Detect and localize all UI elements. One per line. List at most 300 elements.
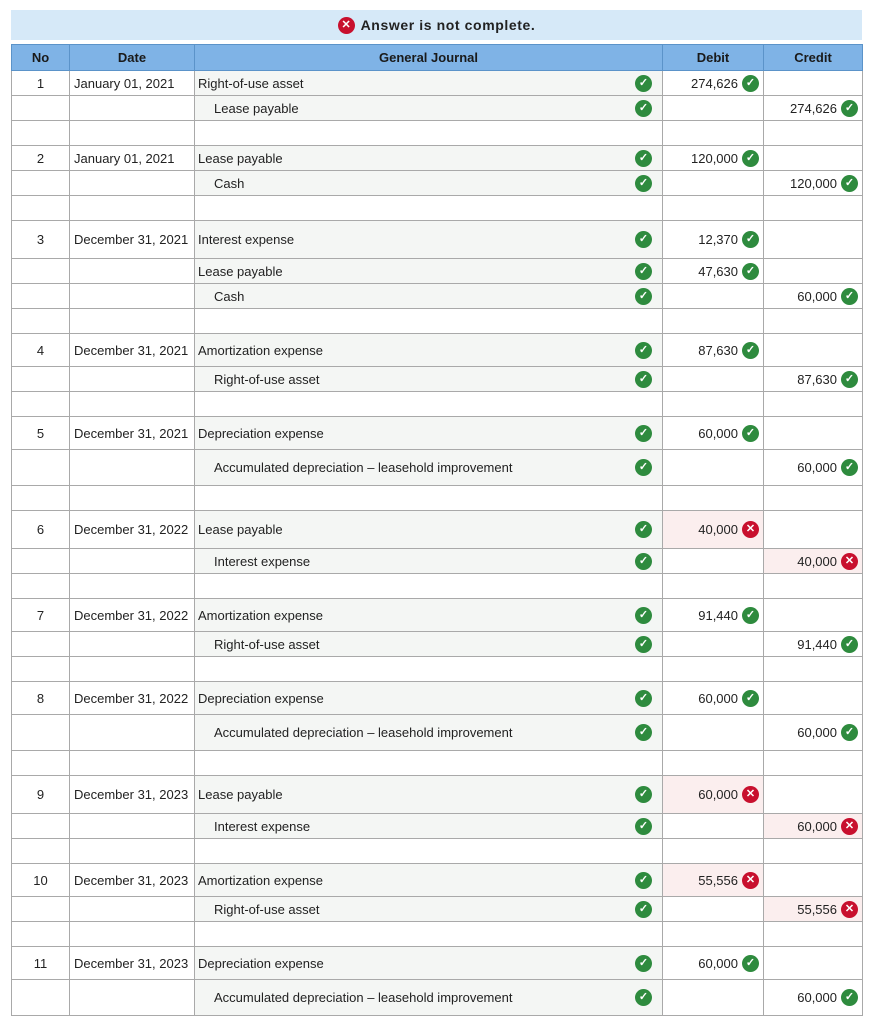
entry-number-cell: 6 bbox=[12, 511, 70, 549]
entry-number-cell bbox=[12, 284, 70, 309]
entry-number-cell: 8 bbox=[12, 682, 70, 715]
account-name: Depreciation expense bbox=[198, 690, 324, 706]
empty-cell[interactable] bbox=[663, 121, 764, 146]
empty-cell[interactable] bbox=[663, 751, 764, 776]
credit-amount-cell[interactable] bbox=[764, 367, 863, 392]
check-circle-icon: ✓ bbox=[841, 724, 858, 741]
blank-row bbox=[12, 121, 863, 146]
entry-number-cell bbox=[12, 814, 70, 839]
table-row bbox=[12, 682, 863, 715]
x-circle-icon: ✕ bbox=[742, 872, 759, 889]
table-row bbox=[12, 814, 863, 839]
table-row bbox=[12, 367, 863, 392]
debit-amount-cell[interactable] bbox=[663, 511, 764, 549]
check-circle-icon: ✓ bbox=[841, 636, 858, 653]
date-cell[interactable]: December 31, 2022 bbox=[70, 682, 195, 715]
check-circle-icon: ✓ bbox=[635, 425, 652, 442]
credit-amount: 60,000 bbox=[797, 288, 837, 304]
date-cell[interactable] bbox=[70, 814, 195, 839]
credit-amount-cell[interactable] bbox=[764, 146, 863, 171]
answer-status-banner bbox=[11, 10, 862, 40]
credit-amount: 87,630 bbox=[797, 371, 837, 387]
credit-amount-cell[interactable] bbox=[764, 947, 863, 980]
account-name: Lease payable bbox=[198, 522, 283, 537]
empty-cell[interactable] bbox=[195, 839, 663, 864]
x-circle-icon: ✕ bbox=[338, 17, 355, 34]
empty-cell[interactable] bbox=[764, 309, 863, 334]
credit-amount: 120,000 bbox=[790, 175, 837, 191]
account-name: Depreciation expense bbox=[198, 425, 324, 441]
table-row bbox=[12, 897, 863, 922]
debit-amount-cell[interactable] bbox=[663, 980, 764, 1016]
empty-cell[interactable] bbox=[70, 839, 195, 864]
debit-amount: 55,556 bbox=[698, 872, 738, 888]
credit-amount-cell[interactable] bbox=[764, 259, 863, 284]
debit-amount: 120,000 bbox=[691, 150, 738, 166]
empty-cell[interactable] bbox=[70, 486, 195, 511]
debit-amount-cell[interactable] bbox=[663, 947, 764, 980]
debit-amount-cell[interactable] bbox=[663, 599, 764, 632]
x-circle-icon: ✕ bbox=[742, 521, 759, 538]
account-cell[interactable] bbox=[195, 417, 663, 450]
date-cell[interactable]: January 01, 2021 bbox=[70, 146, 195, 171]
blank-row bbox=[12, 751, 863, 776]
credit-amount-cell[interactable] bbox=[764, 864, 863, 897]
account-cell[interactable] bbox=[195, 682, 663, 715]
account-name: Lease payable bbox=[214, 100, 299, 116]
empty-cell[interactable] bbox=[764, 922, 863, 947]
check-circle-icon: ✓ bbox=[635, 150, 652, 167]
table-row bbox=[12, 146, 863, 171]
debit-amount-cell[interactable] bbox=[663, 549, 764, 574]
account-cell[interactable] bbox=[195, 146, 663, 171]
blank-row bbox=[12, 839, 863, 864]
date-cell[interactable]: December 31, 2022 bbox=[70, 511, 195, 549]
check-circle-icon: ✓ bbox=[742, 690, 759, 707]
entry-number-cell bbox=[12, 632, 70, 657]
account-name: Right-of-use asset bbox=[214, 901, 320, 917]
table-row bbox=[12, 334, 863, 367]
entry-number-cell: 3 bbox=[12, 221, 70, 259]
table-row bbox=[12, 947, 863, 980]
entry-number-cell bbox=[12, 450, 70, 486]
empty-cell[interactable] bbox=[195, 309, 663, 334]
empty-cell[interactable] bbox=[12, 839, 70, 864]
debit-amount-cell[interactable] bbox=[663, 417, 764, 450]
table-row bbox=[12, 450, 863, 486]
table-row bbox=[12, 96, 863, 121]
account-name: Accumulated depreciation – leasehold improvement bbox=[214, 990, 513, 1005]
credit-amount-cell[interactable] bbox=[764, 599, 863, 632]
entry-number-cell: 5 bbox=[12, 417, 70, 450]
entry-number-cell: 2 bbox=[12, 146, 70, 171]
empty-cell[interactable] bbox=[195, 121, 663, 146]
credit-amount: 60,000 bbox=[797, 725, 837, 740]
check-circle-icon: ✓ bbox=[841, 989, 858, 1006]
check-circle-icon: ✓ bbox=[635, 231, 652, 248]
check-circle-icon: ✓ bbox=[635, 288, 652, 305]
column-header-no: No bbox=[12, 45, 70, 71]
check-circle-icon: ✓ bbox=[635, 636, 652, 653]
account-name: Accumulated depreciation – leasehold improvement bbox=[214, 725, 513, 740]
check-circle-icon: ✓ bbox=[841, 175, 858, 192]
empty-cell[interactable] bbox=[764, 486, 863, 511]
empty-cell[interactable] bbox=[12, 392, 70, 417]
entry-number-cell bbox=[12, 897, 70, 922]
account-name: Interest expense bbox=[198, 232, 295, 247]
table-row bbox=[12, 864, 863, 897]
debit-amount: 40,000 bbox=[698, 522, 738, 537]
check-circle-icon: ✓ bbox=[635, 901, 652, 918]
x-circle-icon: ✕ bbox=[841, 901, 858, 918]
column-header-credit: Credit bbox=[764, 45, 863, 71]
account-cell[interactable] bbox=[195, 814, 663, 839]
credit-amount: 91,440 bbox=[797, 636, 837, 652]
empty-cell[interactable] bbox=[663, 196, 764, 221]
account-name: Accumulated depreciation – leasehold improvement bbox=[214, 460, 513, 475]
debit-amount: 60,000 bbox=[698, 787, 738, 802]
debit-amount: 12,370 bbox=[698, 232, 738, 247]
empty-cell[interactable] bbox=[663, 574, 764, 599]
debit-amount-cell[interactable] bbox=[663, 367, 764, 392]
empty-cell[interactable] bbox=[12, 751, 70, 776]
check-circle-icon: ✓ bbox=[635, 521, 652, 538]
check-circle-icon: ✓ bbox=[742, 150, 759, 167]
date-cell[interactable]: December 31, 2023 bbox=[70, 864, 195, 897]
account-cell[interactable] bbox=[195, 221, 663, 259]
credit-amount: 274,626 bbox=[790, 100, 837, 116]
debit-amount-cell[interactable] bbox=[663, 864, 764, 897]
credit-amount: 40,000 bbox=[797, 553, 837, 569]
table-row bbox=[12, 221, 863, 259]
empty-cell[interactable] bbox=[764, 751, 863, 776]
debit-amount-cell[interactable] bbox=[663, 715, 764, 751]
entry-number-cell bbox=[12, 549, 70, 574]
table-row bbox=[12, 259, 863, 284]
empty-cell[interactable] bbox=[764, 657, 863, 682]
credit-amount-cell[interactable] bbox=[764, 334, 863, 367]
account-name: Interest expense bbox=[214, 818, 311, 834]
check-circle-icon: ✓ bbox=[635, 75, 652, 92]
entry-number-cell bbox=[12, 259, 70, 284]
debit-amount-cell[interactable] bbox=[663, 284, 764, 309]
account-cell[interactable] bbox=[195, 511, 663, 549]
credit-amount-cell[interactable] bbox=[764, 96, 863, 121]
check-circle-icon: ✓ bbox=[841, 100, 858, 117]
credit-amount-cell[interactable] bbox=[764, 776, 863, 814]
table-row bbox=[12, 980, 863, 1016]
credit-amount-cell[interactable] bbox=[764, 511, 863, 549]
credit-amount-cell[interactable] bbox=[764, 417, 863, 450]
check-circle-icon: ✓ bbox=[635, 607, 652, 624]
date-cell[interactable]: January 01, 2021 bbox=[70, 71, 195, 96]
check-circle-icon: ✓ bbox=[742, 231, 759, 248]
account-name: Lease payable bbox=[198, 263, 283, 279]
date-cell[interactable] bbox=[70, 980, 195, 1016]
account-name: Right-of-use asset bbox=[198, 75, 304, 91]
date-cell[interactable] bbox=[70, 367, 195, 392]
credit-amount: 60,000 bbox=[797, 460, 837, 475]
account-cell[interactable] bbox=[195, 864, 663, 897]
blank-row bbox=[12, 486, 863, 511]
account-cell[interactable] bbox=[195, 284, 663, 309]
credit-amount: 60,000 bbox=[797, 818, 837, 834]
date-cell[interactable] bbox=[70, 715, 195, 751]
credit-amount-cell[interactable] bbox=[764, 632, 863, 657]
check-circle-icon: ✓ bbox=[742, 75, 759, 92]
date-cell[interactable] bbox=[70, 549, 195, 574]
credit-amount-cell[interactable] bbox=[764, 71, 863, 96]
table-row bbox=[12, 284, 863, 309]
table-row bbox=[12, 71, 863, 96]
check-circle-icon: ✓ bbox=[841, 288, 858, 305]
date-cell[interactable]: December 31, 2021 bbox=[70, 334, 195, 367]
date-cell[interactable] bbox=[70, 632, 195, 657]
blank-row bbox=[12, 196, 863, 221]
account-cell[interactable] bbox=[195, 367, 663, 392]
check-circle-icon: ✓ bbox=[841, 459, 858, 476]
entry-number-cell bbox=[12, 171, 70, 196]
debit-amount: 60,000 bbox=[698, 425, 738, 441]
credit-amount-cell[interactable] bbox=[764, 980, 863, 1016]
debit-amount-cell[interactable] bbox=[663, 221, 764, 259]
empty-cell[interactable] bbox=[12, 922, 70, 947]
account-name: Amortization expense bbox=[198, 872, 324, 888]
empty-cell[interactable] bbox=[70, 392, 195, 417]
account-name: Depreciation expense bbox=[198, 955, 324, 971]
entry-number-cell: 9 bbox=[12, 776, 70, 814]
account-name: Amortization expense bbox=[198, 607, 324, 623]
debit-amount-cell[interactable] bbox=[663, 259, 764, 284]
column-header-debit: Debit bbox=[663, 45, 764, 71]
empty-cell[interactable] bbox=[70, 309, 195, 334]
entry-number-cell bbox=[12, 980, 70, 1016]
account-cell[interactable] bbox=[195, 980, 663, 1016]
debit-amount: 60,000 bbox=[698, 955, 738, 971]
debit-amount-cell[interactable] bbox=[663, 450, 764, 486]
check-circle-icon: ✓ bbox=[635, 786, 652, 803]
check-circle-icon: ✓ bbox=[635, 955, 652, 972]
empty-cell[interactable] bbox=[70, 751, 195, 776]
empty-cell[interactable] bbox=[195, 392, 663, 417]
table-row bbox=[12, 715, 863, 751]
account-cell[interactable] bbox=[195, 96, 663, 121]
account-cell[interactable] bbox=[195, 171, 663, 196]
empty-cell[interactable] bbox=[764, 121, 863, 146]
column-header-general-journal: General Journal bbox=[195, 45, 663, 71]
date-cell[interactable]: December 31, 2023 bbox=[70, 947, 195, 980]
account-name: Lease payable bbox=[198, 787, 283, 802]
check-circle-icon: ✓ bbox=[742, 425, 759, 442]
account-name: Cash bbox=[214, 288, 245, 304]
blank-row bbox=[12, 392, 863, 417]
empty-cell[interactable] bbox=[195, 922, 663, 947]
date-cell[interactable] bbox=[70, 450, 195, 486]
check-circle-icon: ✓ bbox=[635, 989, 652, 1006]
credit-amount-cell[interactable] bbox=[764, 549, 863, 574]
entry-number-cell bbox=[12, 96, 70, 121]
debit-amount: 274,626 bbox=[691, 75, 738, 91]
date-cell[interactable]: December 31, 2022 bbox=[70, 599, 195, 632]
debit-amount-cell[interactable] bbox=[663, 776, 764, 814]
empty-cell[interactable] bbox=[70, 922, 195, 947]
debit-amount: 47,630 bbox=[698, 263, 738, 279]
credit-amount: 55,556 bbox=[797, 901, 837, 917]
general-journal-table bbox=[11, 44, 863, 1016]
entry-number-cell bbox=[12, 715, 70, 751]
account-cell[interactable] bbox=[195, 599, 663, 632]
account-name: Interest expense bbox=[214, 553, 311, 569]
column-header-date: Date bbox=[70, 45, 195, 71]
entry-number-cell: 11 bbox=[12, 947, 70, 980]
check-circle-icon: ✓ bbox=[635, 818, 652, 835]
empty-cell[interactable] bbox=[663, 657, 764, 682]
check-circle-icon: ✓ bbox=[635, 175, 652, 192]
credit-amount-cell[interactable] bbox=[764, 221, 863, 259]
account-cell[interactable] bbox=[195, 776, 663, 814]
debit-amount: 60,000 bbox=[698, 690, 738, 706]
check-circle-icon: ✓ bbox=[635, 371, 652, 388]
entry-number-cell: 4 bbox=[12, 334, 70, 367]
empty-cell[interactable] bbox=[12, 121, 70, 146]
x-circle-icon: ✕ bbox=[841, 553, 858, 570]
check-circle-icon: ✓ bbox=[635, 724, 652, 741]
empty-cell[interactable] bbox=[764, 839, 863, 864]
debit-amount: 91,440 bbox=[698, 607, 738, 623]
blank-row bbox=[12, 574, 863, 599]
credit-amount-cell[interactable] bbox=[764, 715, 863, 751]
date-cell[interactable]: December 31, 2021 bbox=[70, 417, 195, 450]
account-name: Right-of-use asset bbox=[214, 636, 320, 652]
check-circle-icon: ✓ bbox=[742, 607, 759, 624]
empty-cell[interactable] bbox=[70, 657, 195, 682]
check-circle-icon: ✓ bbox=[635, 342, 652, 359]
empty-cell[interactable] bbox=[195, 196, 663, 221]
x-circle-icon: ✕ bbox=[841, 818, 858, 835]
account-cell[interactable] bbox=[195, 334, 663, 367]
blank-row bbox=[12, 657, 863, 682]
empty-cell[interactable] bbox=[764, 196, 863, 221]
entry-number-cell: 10 bbox=[12, 864, 70, 897]
debit-amount-cell[interactable] bbox=[663, 71, 764, 96]
empty-cell[interactable] bbox=[12, 574, 70, 599]
blank-row bbox=[12, 922, 863, 947]
entry-number-cell: 7 bbox=[12, 599, 70, 632]
check-circle-icon: ✓ bbox=[635, 553, 652, 570]
account-cell[interactable] bbox=[195, 259, 663, 284]
check-circle-icon: ✓ bbox=[742, 263, 759, 280]
credit-amount-cell[interactable] bbox=[764, 897, 863, 922]
empty-cell[interactable] bbox=[663, 309, 764, 334]
empty-cell[interactable] bbox=[764, 574, 863, 599]
check-circle-icon: ✓ bbox=[635, 459, 652, 476]
credit-amount-cell[interactable] bbox=[764, 682, 863, 715]
empty-cell[interactable] bbox=[195, 486, 663, 511]
credit-amount: 60,000 bbox=[797, 990, 837, 1005]
table-row bbox=[12, 511, 863, 549]
account-cell[interactable] bbox=[195, 632, 663, 657]
check-circle-icon: ✓ bbox=[742, 955, 759, 972]
empty-cell[interactable] bbox=[195, 751, 663, 776]
table-row bbox=[12, 549, 863, 574]
empty-cell[interactable] bbox=[70, 121, 195, 146]
debit-amount-cell[interactable] bbox=[663, 334, 764, 367]
empty-cell[interactable] bbox=[12, 196, 70, 221]
check-circle-icon: ✓ bbox=[841, 371, 858, 388]
account-name: Lease payable bbox=[198, 150, 283, 166]
account-cell[interactable] bbox=[195, 947, 663, 980]
account-cell[interactable] bbox=[195, 715, 663, 751]
empty-cell[interactable] bbox=[663, 922, 764, 947]
x-circle-icon: ✕ bbox=[742, 786, 759, 803]
empty-cell[interactable] bbox=[663, 839, 764, 864]
empty-cell[interactable] bbox=[70, 196, 195, 221]
entry-number-cell bbox=[12, 367, 70, 392]
debit-amount-cell[interactable] bbox=[663, 171, 764, 196]
date-cell[interactable] bbox=[70, 96, 195, 121]
date-cell[interactable] bbox=[70, 897, 195, 922]
table-header-row bbox=[12, 45, 863, 71]
date-cell[interactable] bbox=[70, 171, 195, 196]
check-circle-icon: ✓ bbox=[635, 690, 652, 707]
table-row bbox=[12, 776, 863, 814]
date-cell[interactable]: December 31, 2021 bbox=[70, 221, 195, 259]
empty-cell[interactable] bbox=[12, 309, 70, 334]
account-cell[interactable] bbox=[195, 549, 663, 574]
empty-cell[interactable] bbox=[12, 486, 70, 511]
account-name: Amortization expense bbox=[198, 342, 324, 358]
empty-cell[interactable] bbox=[195, 574, 663, 599]
credit-amount-cell[interactable] bbox=[764, 171, 863, 196]
blank-row bbox=[12, 309, 863, 334]
account-name: Cash bbox=[214, 175, 245, 191]
date-cell[interactable] bbox=[70, 284, 195, 309]
debit-amount-cell[interactable] bbox=[663, 682, 764, 715]
date-cell[interactable] bbox=[70, 259, 195, 284]
account-cell[interactable] bbox=[195, 450, 663, 486]
table-row bbox=[12, 417, 863, 450]
credit-amount-cell[interactable] bbox=[764, 450, 863, 486]
check-circle-icon: ✓ bbox=[635, 263, 652, 280]
debit-amount: 87,630 bbox=[698, 342, 738, 358]
check-circle-icon: ✓ bbox=[742, 342, 759, 359]
credit-amount-cell[interactable] bbox=[764, 814, 863, 839]
empty-cell[interactable] bbox=[70, 574, 195, 599]
banner-text: Answer is not complete. bbox=[360, 17, 536, 33]
table-row bbox=[12, 632, 863, 657]
empty-cell[interactable] bbox=[195, 657, 663, 682]
account-cell[interactable] bbox=[195, 897, 663, 922]
table-row bbox=[12, 599, 863, 632]
table-row bbox=[12, 171, 863, 196]
debit-amount-cell[interactable] bbox=[663, 897, 764, 922]
check-circle-icon: ✓ bbox=[635, 100, 652, 117]
debit-amount-cell[interactable] bbox=[663, 632, 764, 657]
empty-cell[interactable] bbox=[663, 392, 764, 417]
account-name: Right-of-use asset bbox=[214, 371, 320, 387]
empty-cell[interactable] bbox=[12, 657, 70, 682]
account-cell[interactable] bbox=[195, 71, 663, 96]
check-circle-icon: ✓ bbox=[635, 872, 652, 889]
empty-cell[interactable] bbox=[663, 486, 764, 511]
debit-amount-cell[interactable] bbox=[663, 96, 764, 121]
entry-number-cell: 1 bbox=[12, 71, 70, 96]
empty-cell[interactable] bbox=[764, 392, 863, 417]
debit-amount-cell[interactable] bbox=[663, 146, 764, 171]
date-cell[interactable]: December 31, 2023 bbox=[70, 776, 195, 814]
debit-amount-cell[interactable] bbox=[663, 814, 764, 839]
credit-amount-cell[interactable] bbox=[764, 284, 863, 309]
